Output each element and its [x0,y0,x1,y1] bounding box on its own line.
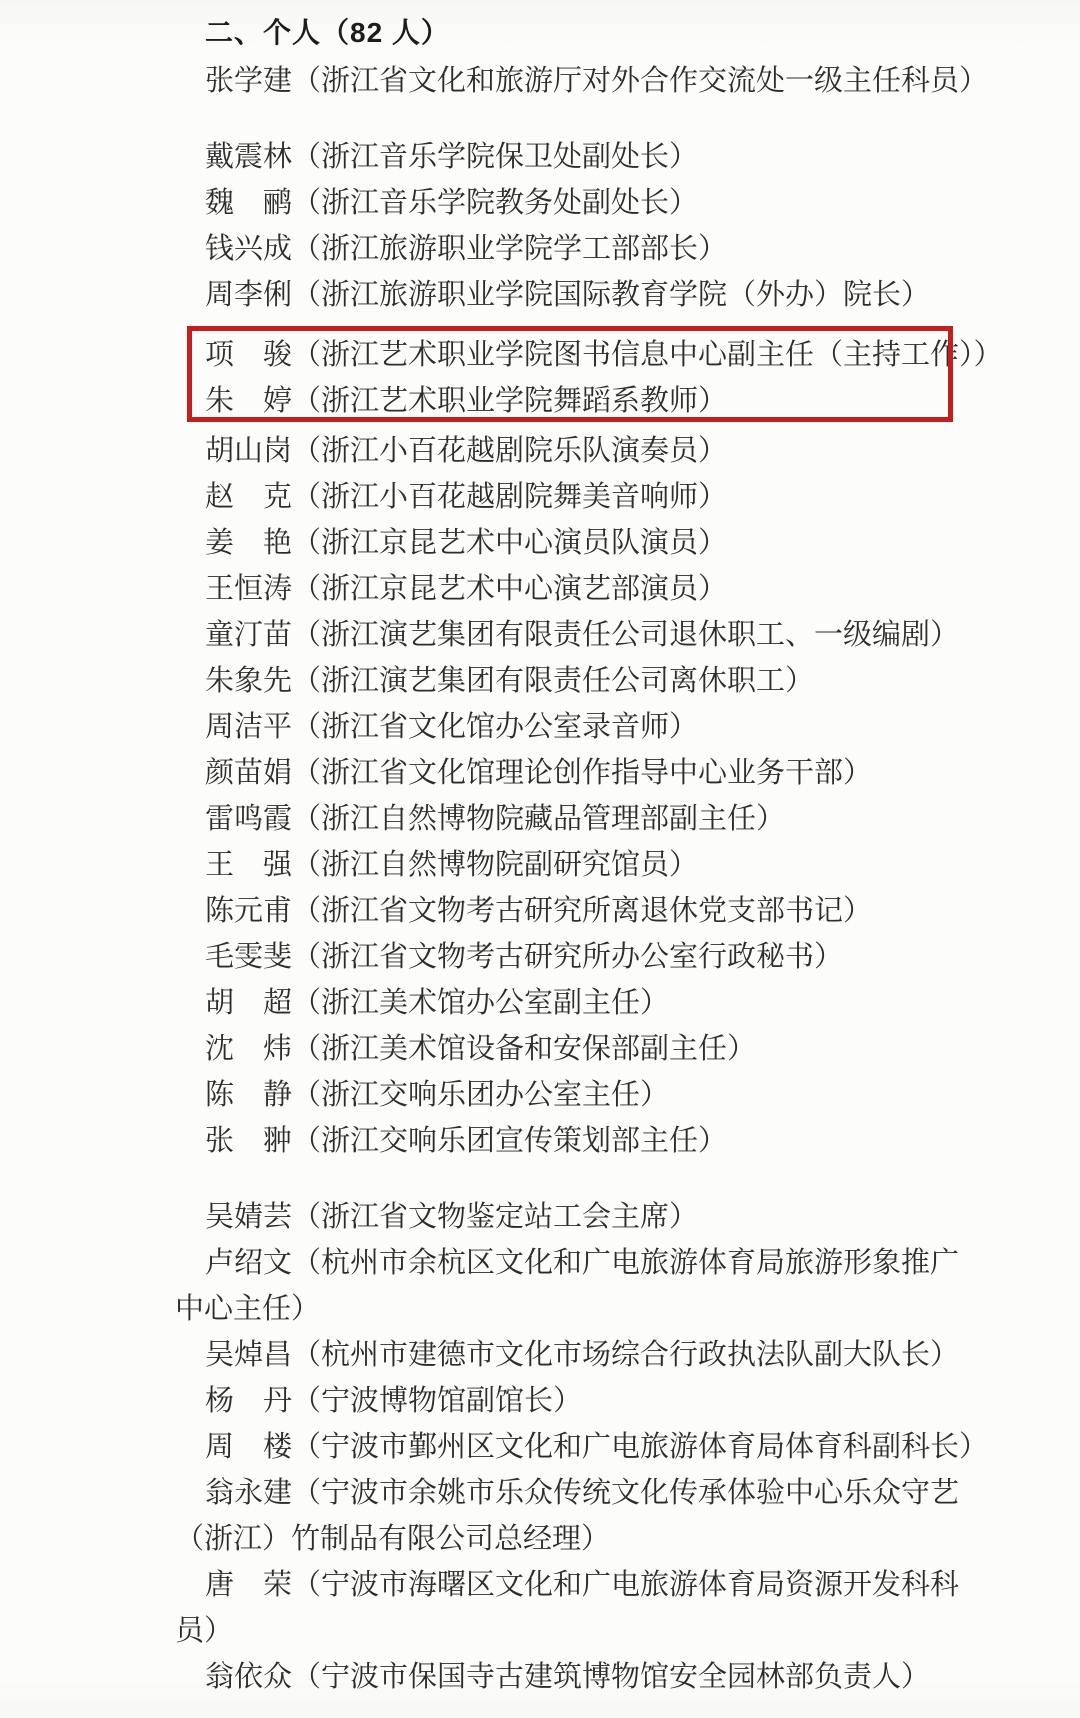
list-entry: 颜苗娟（浙江省文化馆理论创作指导中心业务干部） [205,757,873,789]
list-entry: 胡 超（浙江美术馆办公室副主任） [205,987,670,1019]
list-entry: 卢绍文（杭州市余杭区文化和广电旅游体育局旅游形象推广 中心主任） [175,1247,960,1325]
list-entry: 唐 荣（宁波市海曙区文化和广电旅游体育局资源开发科科 员） [175,1569,960,1647]
list-entry: 周 楼（宁波市鄞州区文化和广电旅游体育局体育科副科长） [205,1431,989,1463]
list-entry: 周李俐（浙江旅游职业学院国际教育学院（外办）院长） [205,279,931,311]
list-entry: 魏 鹂（浙江音乐学院教务处副处长） [205,187,699,219]
list-entry: 胡山岗（浙江小百花越剧院乐队演奏员） [205,435,728,467]
list-entry: 翁依众（宁波市保国寺古建筑博物馆安全园林部负责人） [205,1661,931,1693]
list-entry: 戴震林（浙江音乐学院保卫处副处长） [205,141,699,173]
list-entry: 朱 婷（浙江艺术职业学院舞蹈系教师） [205,385,728,417]
highlight-group [175,332,1003,424]
list-entry: 赵 克（浙江小百花越剧院舞美音响师） [205,481,728,513]
list-entry: 杨 丹（宁波博物馆副馆长） [205,1385,583,1417]
list-entry: 童汀苗（浙江演艺集团有限责任公司退休职工、一级编剧） [205,619,960,651]
list-entry: 王 强（浙江自然博物院副研究馆员） [205,849,699,881]
list-entry: 钱兴成（浙江旅游职业学院学工部部长） [205,233,728,265]
section-heading: 二、个人（82 人） [205,17,450,48]
list-entry: 吴婧芸（浙江省文物鉴定站工会主席） [205,1201,699,1233]
list-entry: 张学建（浙江省文化和旅游厅对外合作交流处一级主任科员） [205,65,989,97]
list-entry: 项 骏（浙江艺术职业学院图书信息中心副主任（主持工作）） [205,339,1003,371]
list-entry: 王恒涛（浙江京昆艺术中心演艺部演员） [205,573,728,605]
list-entry: 吴焯昌（杭州市建德市文化市场综合行政执法队副大队长） [205,1339,960,1371]
list-entry: 雷鸣霞（浙江自然博物院藏品管理部副主任） [205,803,786,835]
entry-list [175,58,1003,1700]
document-content [175,10,1003,1700]
list-entry: 毛雯斐（浙江省文物考古研究所办公室行政秘书） [205,941,844,973]
list-entry: 翁永建（宁波市余姚市乐众传统文化传承体验中心乐众守艺 （浙江）竹制品有限公司总经理） [175,1477,960,1555]
list-entry: 朱象先（浙江演艺集团有限责任公司离休职工） [205,665,815,697]
list-entry: 陈元甫（浙江省文物考古研究所离退休党支部书记） [205,895,873,927]
list-entry: 张 翀（浙江交响乐团宣传策划部主任） [205,1125,728,1157]
list-entry: 沈 炜（浙江美术馆设备和安保部副主任） [205,1033,757,1065]
list-entry: 姜 艳（浙江京昆艺术中心演员队演员） [205,527,728,559]
list-entry: 陈 静（浙江交响乐团办公室主任） [205,1079,670,1111]
list-entry: 周洁平（浙江省文化馆办公室录音师） [205,711,699,743]
